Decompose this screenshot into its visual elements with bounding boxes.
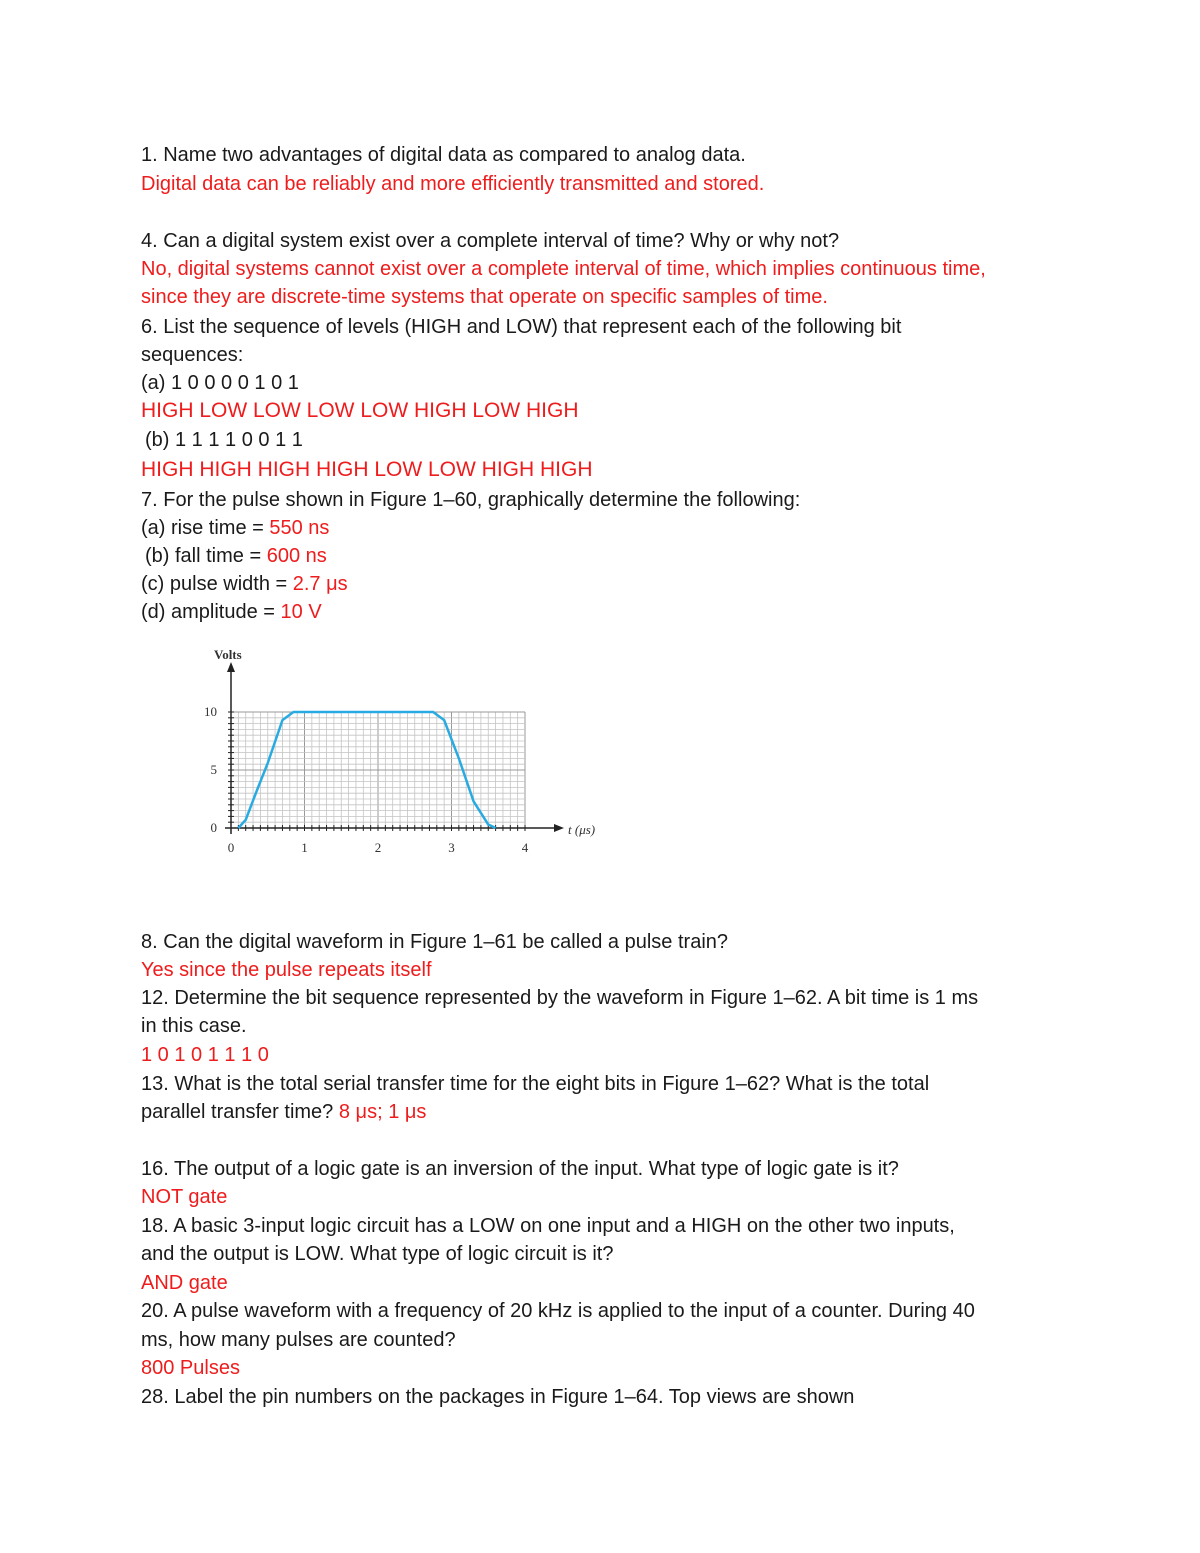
q28-question: 28. Label the pin numbers on the packages in Figure 1–64. Top views are shown [141, 1386, 855, 1408]
q7-d-value: 10 V [280, 601, 322, 623]
q16-answer: NOT gate [141, 1186, 228, 1208]
x-axis-label: t (μs) [568, 822, 596, 837]
pulse-figure [190, 642, 620, 862]
q7-d-label: (d) amplitude = [141, 601, 281, 623]
q16-question: 16. The output of a logic gate is an inversion of the input. What type of logic gate is it? [141, 1158, 899, 1180]
q7-c-value: 2.7 μs [292, 573, 348, 595]
x-tick-label: 2 [374, 840, 382, 855]
q7-b-value: 600 ns [266, 545, 327, 567]
q4-answer-line1: No, digital systems cannot exist over a complete interval of time, which implies continuous time, [141, 258, 986, 280]
x-axis-arrow [554, 824, 564, 832]
q1-answer: Digital data can be reliably and more efficiently transmitted and stored. [141, 173, 765, 195]
q7-question: 7. For the pulse shown in Figure 1–60, graphically determine the following: [141, 489, 801, 511]
y-axis-label: Volts [214, 647, 242, 662]
q7-a-row [141, 516, 329, 540]
q6-b-answer: HIGH HIGH HIGH HIGH LOW LOW HIGH HIGH [141, 458, 593, 481]
x-tick-label: 4 [521, 840, 529, 855]
q18-question-line1: 18. A basic 3-input logic circuit has a LOW on one input and a HIGH on the other two inputs, [141, 1215, 955, 1237]
q12-question-line2: in this case. [141, 1015, 247, 1037]
q13-row2 [141, 1100, 426, 1124]
q13-question-line1: 13. What is the total serial transfer time for the eight bits in Figure 1–62? What is the total [141, 1073, 930, 1095]
q12-answer: 1 0 1 0 1 1 1 0 [141, 1044, 269, 1066]
q7-c-row [141, 572, 348, 596]
y-tick-label: 5 [210, 762, 217, 777]
x-tick-label: 0 [227, 840, 235, 855]
q4-question: 4. Can a digital system exist over a complete interval of time? Why or why not? [141, 230, 840, 252]
q12-question-line1: 12. Determine the bit sequence represented by the waveform in Figure 1–62. A bit time is 1 ms [141, 987, 979, 1009]
q7-d-row [141, 600, 322, 624]
x-tick-label: 3 [448, 840, 455, 855]
q13-question-line2: parallel transfer time? [141, 1101, 339, 1123]
y-axis-arrow [227, 662, 235, 672]
q20-question-line1: 20. A pulse waveform with a frequency of 20 kHz is applied to the input of a counter. During 40 [141, 1300, 975, 1322]
q13-answer: 8 μs; 1 μs [338, 1101, 427, 1123]
q6-b-label: (b) 1 1 1 1 0 0 1 1 [145, 429, 303, 451]
q7-b-row [145, 544, 327, 568]
q20-answer: 800 Pulses [141, 1357, 240, 1379]
y-tick-label: 0 [210, 820, 217, 835]
q18-question-line2: and the output is LOW. What type of logic circuit is it? [141, 1243, 614, 1265]
q6-a-answer: HIGH LOW LOW LOW LOW HIGH LOW HIGH [141, 399, 579, 422]
q1-question: 1. Name two advantages of digital data as compared to analog data. [141, 144, 746, 166]
q6-question-line2: sequences: [141, 344, 244, 366]
q7-a-label: (a) rise time = [141, 517, 270, 539]
q6-question-line1: 6. List the sequence of levels (HIGH and LOW) that represent each of the following bit [141, 316, 902, 338]
chart-axes [225, 662, 564, 834]
q8-question: 8. Can the digital waveform in Figure 1–61 be called a pulse train? [141, 931, 729, 953]
q20-question-line2: ms, how many pulses are counted? [141, 1329, 456, 1351]
q4-answer-line2: since they are discrete-time systems that operate on specific samples of time. [141, 286, 828, 308]
x-tick-label: 1 [301, 840, 308, 855]
q6-a-label: (a) 1 0 0 0 0 1 0 1 [141, 372, 299, 394]
q8-answer: Yes since the pulse repeats itself [141, 959, 432, 981]
q7-a-value: 550 ns [269, 517, 330, 539]
q7-c-label: (c) pulse width = [141, 573, 293, 595]
y-tick-label: 10 [204, 704, 217, 719]
q18-answer: AND gate [141, 1272, 228, 1294]
q7-b-label: (b) fall time = [145, 545, 267, 567]
